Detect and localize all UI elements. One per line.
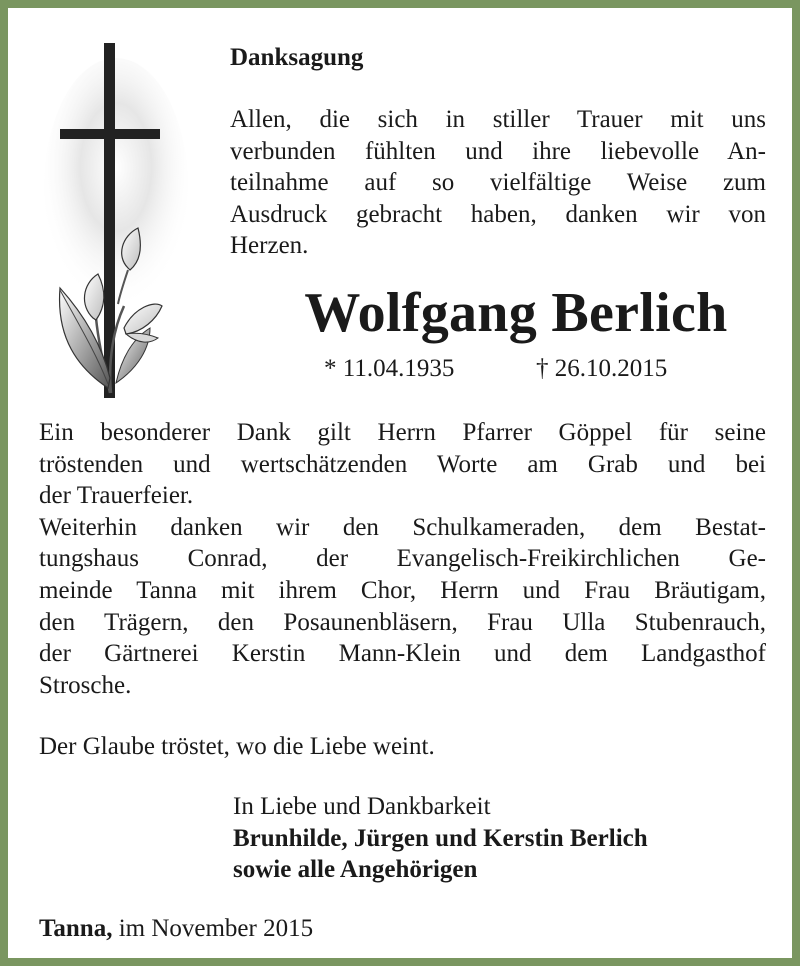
intro-line: Herzen. bbox=[230, 232, 309, 260]
notice-title: Danksagung bbox=[230, 44, 364, 71]
cross-with-calla-lilies-icon bbox=[38, 38, 218, 403]
body-paragraph bbox=[39, 417, 766, 701]
body-line: Ein besonderer Dank gilt Herrn Pfarrer Göppel für seine bbox=[39, 419, 766, 446]
intro-line: verbunden fühlten und ihre liebevolle An- bbox=[230, 137, 766, 165]
place-date-line bbox=[39, 913, 313, 945]
intro-line: teilnahme auf so vielfältige Weise zum bbox=[230, 169, 766, 197]
signoff-relatives: sowie alle Angehörigen bbox=[233, 856, 478, 884]
signoff-names: Brunhilde, Jürgen und Kerstin Berlich bbox=[233, 824, 648, 852]
body-line: Weiterhin danken wir den Schulkameraden, dem Bestat- bbox=[39, 513, 766, 541]
body-line: der Trauerfeier. bbox=[39, 482, 194, 510]
motto: Der Glaube tröstet, wo die Liebe weint. bbox=[39, 733, 435, 760]
death-date: † 26.10.2015 bbox=[536, 355, 668, 382]
intro-line: Ausdruck gebracht haben, danken wir von bbox=[230, 200, 766, 228]
place-name: Tanna, bbox=[39, 915, 113, 942]
body-line: tröstenden und wertschätzenden Worte am Grab und bei bbox=[39, 450, 766, 478]
body-line: den Trägern, den Posaunenbläsern, Frau Ulla Stubenrauch, bbox=[39, 608, 766, 636]
body-line: meinde Tanna mit ihrem Chor, Herrn und Frau Bräutigam, bbox=[39, 576, 766, 604]
intro-paragraph bbox=[230, 104, 766, 262]
date-text: im November 2015 bbox=[112, 915, 314, 942]
body-line: der Gärtnerei Kerstin Mann-Klein und dem Landgasthof bbox=[39, 640, 766, 668]
body-line: Strosche. bbox=[39, 671, 132, 699]
signoff-greeting: In Liebe und Dankbarkeit bbox=[233, 793, 491, 820]
birth-date: * 11.04.1935 bbox=[324, 355, 455, 382]
deceased-name: Wolfgang Berlich bbox=[304, 282, 728, 344]
signoff bbox=[233, 791, 648, 886]
body-line: tungshaus Conrad, der Evangelisch-Freikirchlichen Ge- bbox=[39, 545, 766, 573]
intro-line: Allen, die sich in stiller Trauer mit uns bbox=[230, 106, 766, 133]
